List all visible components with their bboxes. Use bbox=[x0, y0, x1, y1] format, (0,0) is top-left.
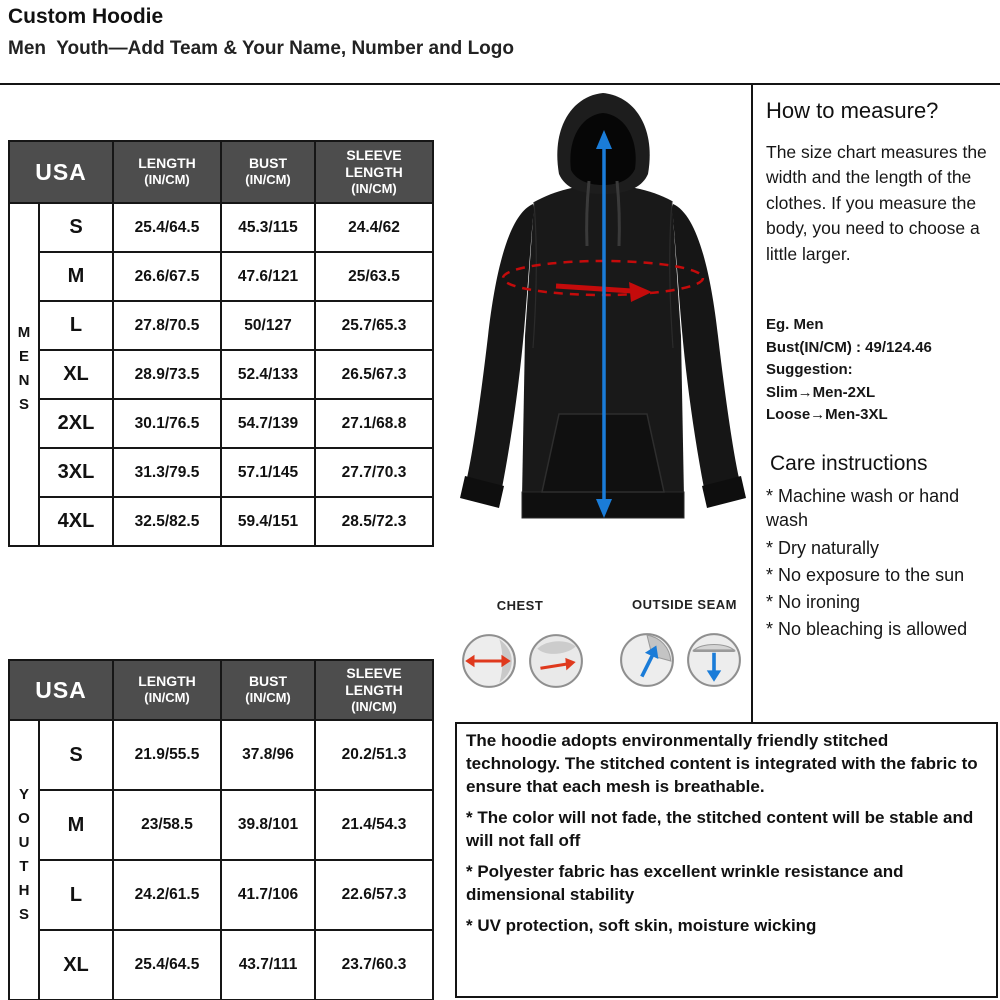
value-cell: 25.4/64.5 bbox=[113, 203, 221, 252]
youth-chart-header-row bbox=[9, 660, 433, 720]
care-instructions-list bbox=[766, 484, 1000, 645]
col-unit: (IN/CM) bbox=[351, 180, 397, 196]
value-cell: 41.7/106 bbox=[221, 860, 315, 930]
value-cell: 31.3/79.5 bbox=[113, 448, 221, 497]
value-cell: 21.9/55.5 bbox=[113, 720, 221, 790]
col-label: LENGTH bbox=[138, 155, 196, 172]
description-point: * Polyester fabric has excellent wrinkle resistance and dimensional stability bbox=[466, 861, 904, 904]
page-subtitle: Men Youth—Add Team & Your Name, Number and Logo bbox=[8, 38, 514, 59]
sizing-example-block bbox=[766, 314, 932, 427]
example-heading: Eg. Men bbox=[766, 316, 824, 333]
col-label: BUST bbox=[248, 673, 288, 690]
value-cell: 26.5/67.3 bbox=[315, 350, 433, 399]
size-cell: M bbox=[39, 252, 113, 301]
example-loose: Loose→Men-3XL bbox=[766, 406, 888, 423]
value-cell: 39.8/101 bbox=[221, 790, 315, 860]
value-cell: 25.4/64.5 bbox=[113, 930, 221, 1000]
vertical-group-text: MENS bbox=[15, 324, 33, 420]
size-cell: L bbox=[39, 301, 113, 350]
how-to-measure-text: The size chart measures the width and the length of the clothes. If you measure the body, you need to choose a little larger. bbox=[766, 142, 987, 264]
size-cell: L bbox=[39, 860, 113, 930]
care-item: * No bleaching is allowed bbox=[766, 619, 968, 640]
size-row bbox=[9, 930, 433, 1000]
value-cell: 23.7/60.3 bbox=[315, 930, 433, 1000]
size-cell: XL bbox=[39, 930, 113, 1000]
mens-group-label bbox=[9, 203, 39, 546]
youth-group-label bbox=[9, 720, 39, 1000]
value-cell: 23/58.5 bbox=[113, 790, 221, 860]
description-point: * UV protection, soft skin, moisture wicking bbox=[466, 915, 817, 935]
chest-fold-arrow-icon bbox=[527, 632, 585, 690]
col-label: SLEEVE LENGTH bbox=[345, 665, 403, 698]
value-cell: 57.1/145 bbox=[221, 448, 315, 497]
chest-label: CHEST bbox=[496, 598, 544, 613]
col-label: SLEEVE LENGTH bbox=[345, 147, 403, 180]
col-unit: (IN/CM) bbox=[144, 172, 190, 188]
example-suggestion-label: Suggestion: bbox=[766, 361, 853, 378]
seam-fold-arrow-icon bbox=[618, 631, 676, 689]
how-to-measure-heading: How to measure? bbox=[766, 98, 939, 123]
value-cell: 27.8/70.5 bbox=[113, 301, 221, 350]
vertical-group-text: YOUTHS bbox=[15, 785, 33, 930]
value-cell: 27.7/70.3 bbox=[315, 448, 433, 497]
youth-size-chart bbox=[8, 659, 434, 1000]
size-row bbox=[9, 720, 433, 790]
col-label: LENGTH bbox=[138, 673, 196, 690]
outside-seam-label: OUTSIDE SEAM bbox=[632, 597, 737, 612]
value-cell: 28.5/72.3 bbox=[315, 497, 433, 546]
size-cell: 2XL bbox=[39, 399, 113, 448]
youth-col-length bbox=[113, 660, 221, 720]
size-row bbox=[9, 497, 433, 546]
hoodie-product-image bbox=[438, 86, 768, 611]
value-cell: 32.5/82.5 bbox=[113, 497, 221, 546]
size-row bbox=[9, 860, 433, 930]
page-title: Custom Hoodie bbox=[8, 5, 164, 28]
col-label: BUST bbox=[248, 155, 288, 172]
mens-region-header: USA bbox=[9, 141, 113, 203]
size-cell: M bbox=[39, 790, 113, 860]
header-divider bbox=[0, 83, 1000, 85]
value-cell: 22.6/57.3 bbox=[315, 860, 433, 930]
size-row bbox=[9, 790, 433, 860]
value-cell: 30.1/76.5 bbox=[113, 399, 221, 448]
value-cell: 21.4/54.3 bbox=[315, 790, 433, 860]
size-row bbox=[9, 301, 433, 350]
value-cell: 25/63.5 bbox=[315, 252, 433, 301]
youth-col-bust bbox=[221, 660, 315, 720]
col-unit: (IN/CM) bbox=[245, 172, 291, 188]
mens-col-sleeve bbox=[315, 141, 433, 203]
care-item: * Machine wash or hand wash bbox=[766, 486, 960, 531]
col-unit: (IN/CM) bbox=[245, 690, 291, 706]
product-description-box bbox=[455, 722, 998, 998]
value-cell: 26.6/67.5 bbox=[113, 252, 221, 301]
size-row bbox=[9, 203, 433, 252]
care-item: * No ironing bbox=[766, 592, 861, 613]
mens-col-length bbox=[113, 141, 221, 203]
youth-region-header: USA bbox=[9, 660, 113, 720]
size-row bbox=[9, 252, 433, 301]
value-cell: 25.7/65.3 bbox=[315, 301, 433, 350]
value-cell: 27.1/68.8 bbox=[315, 399, 433, 448]
care-item: * No exposure to the sun bbox=[766, 564, 965, 585]
value-cell: 28.9/73.5 bbox=[113, 350, 221, 399]
value-cell: 45.3/115 bbox=[221, 203, 315, 252]
example-bust: Bust(IN/CM) : 49/124.46 bbox=[766, 338, 932, 356]
chest-width-arrow-icon bbox=[460, 632, 518, 690]
size-cell: S bbox=[39, 720, 113, 790]
value-cell: 54.7/139 bbox=[221, 399, 315, 448]
size-cell: XL bbox=[39, 350, 113, 399]
size-cell: 3XL bbox=[39, 448, 113, 497]
size-row bbox=[9, 350, 433, 399]
care-instructions-heading: Care instructions bbox=[770, 452, 928, 475]
size-row bbox=[9, 448, 433, 497]
description-intro: The hoodie adopts environmentally friendly stitched technology. The stitched content is integrated with the fabric to ensure that each mesh is breathable. bbox=[466, 731, 978, 796]
value-cell: 50/127 bbox=[221, 301, 315, 350]
value-cell: 20.2/51.3 bbox=[315, 720, 433, 790]
mens-chart-header-row bbox=[9, 141, 433, 203]
value-cell: 24.4/62 bbox=[315, 203, 433, 252]
mens-col-bust bbox=[221, 141, 315, 203]
value-cell: 52.4/133 bbox=[221, 350, 315, 399]
value-cell: 24.2/61.5 bbox=[113, 860, 221, 930]
seam-down-arrow-icon bbox=[685, 631, 743, 689]
size-cell: 4XL bbox=[39, 497, 113, 546]
mens-size-chart bbox=[8, 140, 434, 547]
col-unit: (IN/CM) bbox=[144, 690, 190, 706]
size-cell: S bbox=[39, 203, 113, 252]
value-cell: 37.8/96 bbox=[221, 720, 315, 790]
care-item: * Dry naturally bbox=[766, 537, 880, 558]
value-cell: 47.6/121 bbox=[221, 252, 315, 301]
value-cell: 43.7/111 bbox=[221, 930, 315, 1000]
col-unit: (IN/CM) bbox=[351, 698, 397, 714]
youth-col-sleeve bbox=[315, 660, 433, 720]
size-row bbox=[9, 399, 433, 448]
value-cell: 59.4/151 bbox=[221, 497, 315, 546]
description-point: * The color will not fade, the stitched content will be stable and will not fall off bbox=[466, 807, 974, 850]
example-slim: Slim→Men-2XL bbox=[766, 383, 876, 401]
